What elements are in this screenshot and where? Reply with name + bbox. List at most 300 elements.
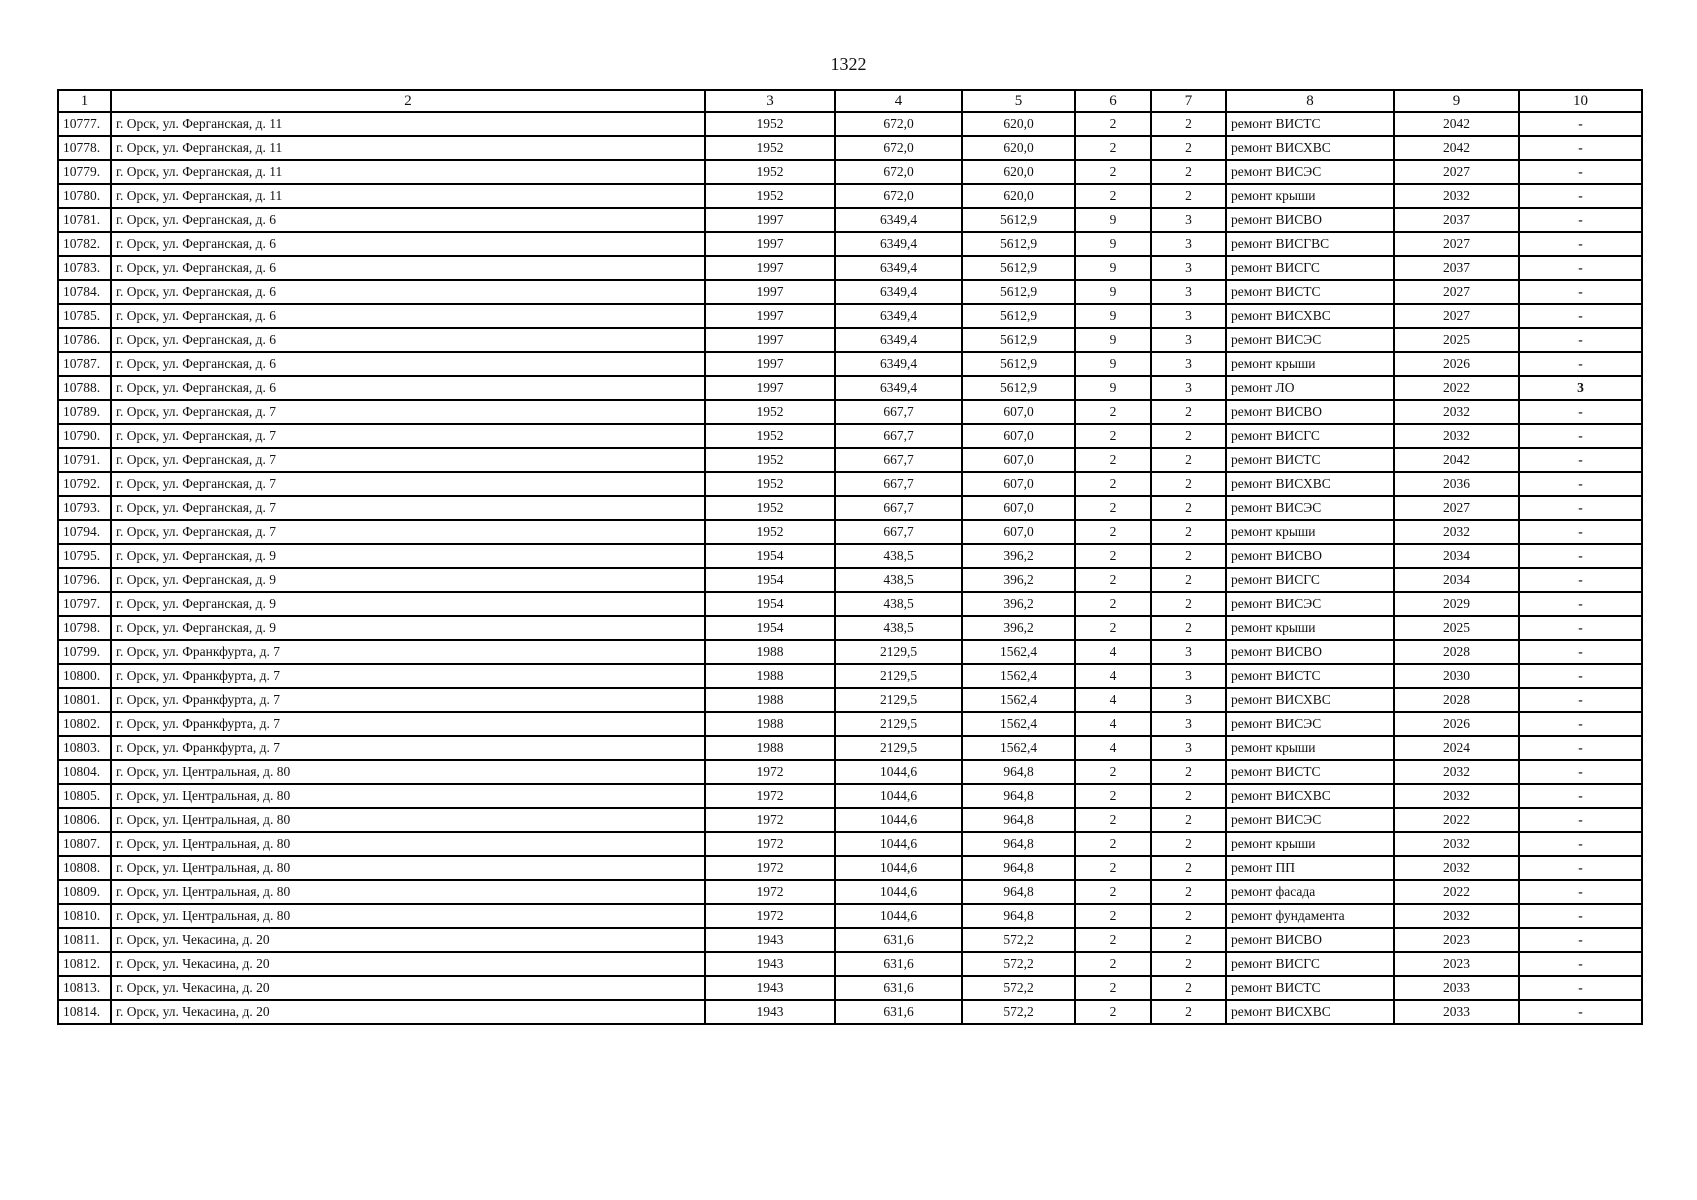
cell-floors: 9: [1075, 280, 1151, 304]
cell-row-number: 10789.: [58, 400, 111, 424]
table-body: [58, 112, 1642, 1024]
table-row: [58, 496, 1642, 520]
cell-work-type: ремонт крыши: [1226, 616, 1394, 640]
cell-row-number: 10778.: [58, 136, 111, 160]
cell-row-number: 10786.: [58, 328, 111, 352]
table-row: [58, 856, 1642, 880]
cell-work-type: ремонт ВИСВО: [1226, 208, 1394, 232]
table-row: [58, 880, 1642, 904]
cell-planned-year: 2022: [1394, 880, 1519, 904]
cell-work-type: ремонт ВИСЭС: [1226, 592, 1394, 616]
cell-living-area: 607,0: [962, 424, 1075, 448]
cell-entrances: 2: [1151, 856, 1226, 880]
cell-value-10: -: [1519, 952, 1642, 976]
cell-value-10: -: [1519, 736, 1642, 760]
cell-planned-year: 2032: [1394, 400, 1519, 424]
cell-year-built: 1997: [705, 352, 835, 376]
cell-value-10: -: [1519, 112, 1642, 136]
cell-row-number: 10779.: [58, 160, 111, 184]
cell-total-area: 6349,4: [835, 256, 962, 280]
cell-planned-year: 2042: [1394, 112, 1519, 136]
cell-value-10: -: [1519, 424, 1642, 448]
cell-row-number: 10804.: [58, 760, 111, 784]
table-row: [58, 1000, 1642, 1024]
cell-entrances: 2: [1151, 880, 1226, 904]
cell-year-built: 1988: [705, 640, 835, 664]
cell-row-number: 10802.: [58, 712, 111, 736]
cell-living-area: 572,2: [962, 976, 1075, 1000]
cell-value-10: -: [1519, 328, 1642, 352]
cell-planned-year: 2027: [1394, 280, 1519, 304]
table-row: [58, 712, 1642, 736]
cell-floors: 2: [1075, 952, 1151, 976]
cell-address: г. Орск, ул. Ферганская, д. 6: [111, 352, 705, 376]
cell-floors: 2: [1075, 568, 1151, 592]
cell-year-built: 1952: [705, 112, 835, 136]
cell-value-10: -: [1519, 760, 1642, 784]
cell-year-built: 1952: [705, 472, 835, 496]
cell-planned-year: 2023: [1394, 928, 1519, 952]
cell-total-area: 1044,6: [835, 904, 962, 928]
cell-work-type: ремонт ВИСГВС: [1226, 232, 1394, 256]
cell-address: г. Орск, ул. Ферганская, д. 9: [111, 592, 705, 616]
cell-value-10: -: [1519, 928, 1642, 952]
cell-entrances: 2: [1151, 520, 1226, 544]
table-row: [58, 616, 1642, 640]
cell-planned-year: 2042: [1394, 448, 1519, 472]
table-row: [58, 208, 1642, 232]
cell-floors: 2: [1075, 856, 1151, 880]
cell-value-10: -: [1519, 448, 1642, 472]
cell-row-number: 10795.: [58, 544, 111, 568]
cell-living-area: 5612,9: [962, 256, 1075, 280]
cell-year-built: 1952: [705, 160, 835, 184]
cell-planned-year: 2027: [1394, 496, 1519, 520]
cell-address: г. Орск, ул. Ферганская, д. 7: [111, 424, 705, 448]
cell-entrances: 2: [1151, 904, 1226, 928]
cell-planned-year: 2032: [1394, 856, 1519, 880]
cell-floors: 4: [1075, 712, 1151, 736]
cell-entrances: 3: [1151, 640, 1226, 664]
cell-year-built: 1952: [705, 424, 835, 448]
cell-row-number: 10780.: [58, 184, 111, 208]
cell-total-area: 667,7: [835, 400, 962, 424]
table-row: [58, 736, 1642, 760]
cell-address: г. Орск, ул. Ферганская, д. 11: [111, 160, 705, 184]
cell-floors: 2: [1075, 1000, 1151, 1024]
cell-address: г. Орск, ул. Ферганская, д. 7: [111, 448, 705, 472]
cell-total-area: 6349,4: [835, 304, 962, 328]
cell-address: г. Орск, ул. Ферганская, д. 7: [111, 496, 705, 520]
cell-total-area: 667,7: [835, 424, 962, 448]
cell-total-area: 6349,4: [835, 376, 962, 400]
cell-year-built: 1943: [705, 1000, 835, 1024]
cell-work-type: ремонт ВИСГС: [1226, 424, 1394, 448]
cell-total-area: 667,7: [835, 520, 962, 544]
cell-living-area: 620,0: [962, 160, 1075, 184]
table-row: [58, 376, 1642, 400]
cell-total-area: 1044,6: [835, 856, 962, 880]
cell-living-area: 5612,9: [962, 352, 1075, 376]
cell-address: г. Орск, ул. Ферганская, д. 6: [111, 208, 705, 232]
cell-address: г. Орск, ул. Ферганская, д. 9: [111, 616, 705, 640]
cell-floors: 2: [1075, 616, 1151, 640]
cell-year-built: 1954: [705, 592, 835, 616]
cell-planned-year: 2032: [1394, 184, 1519, 208]
table-row: [58, 400, 1642, 424]
cell-year-built: 1997: [705, 376, 835, 400]
cell-entrances: 3: [1151, 208, 1226, 232]
table-row: [58, 832, 1642, 856]
cell-entrances: 3: [1151, 376, 1226, 400]
table-row: [58, 760, 1642, 784]
cell-value-10: -: [1519, 496, 1642, 520]
cell-living-area: 607,0: [962, 520, 1075, 544]
cell-value-10: -: [1519, 280, 1642, 304]
cell-address: г. Орск, ул. Ферганская, д. 11: [111, 112, 705, 136]
cell-living-area: 620,0: [962, 112, 1075, 136]
cell-living-area: 5612,9: [962, 376, 1075, 400]
cell-total-area: 667,7: [835, 472, 962, 496]
cell-planned-year: 2036: [1394, 472, 1519, 496]
cell-row-number: 10785.: [58, 304, 111, 328]
cell-row-number: 10790.: [58, 424, 111, 448]
cell-planned-year: 2034: [1394, 544, 1519, 568]
cell-floors: 2: [1075, 784, 1151, 808]
cell-year-built: 1943: [705, 928, 835, 952]
cell-address: г. Орск, ул. Ферганская, д. 11: [111, 136, 705, 160]
cell-planned-year: 2022: [1394, 808, 1519, 832]
table-row: [58, 112, 1642, 136]
cell-address: г. Орск, ул. Ферганская, д. 7: [111, 400, 705, 424]
cell-planned-year: 2030: [1394, 664, 1519, 688]
cell-planned-year: 2024: [1394, 736, 1519, 760]
cell-entrances: 2: [1151, 808, 1226, 832]
cell-planned-year: 2027: [1394, 232, 1519, 256]
cell-value-10: -: [1519, 616, 1642, 640]
cell-living-area: 607,0: [962, 472, 1075, 496]
cell-value-10: -: [1519, 712, 1642, 736]
cell-entrances: 3: [1151, 664, 1226, 688]
table-row: [58, 808, 1642, 832]
cell-total-area: 2129,5: [835, 640, 962, 664]
cell-living-area: 396,2: [962, 616, 1075, 640]
cell-total-area: 2129,5: [835, 736, 962, 760]
cell-value-10: -: [1519, 832, 1642, 856]
table-row: [58, 136, 1642, 160]
cell-row-number: 10811.: [58, 928, 111, 952]
cell-address: г. Орск, ул. Ферганская, д. 9: [111, 544, 705, 568]
cell-address: г. Орск, ул. Центральная, д. 80: [111, 808, 705, 832]
cell-work-type: ремонт ВИСВО: [1226, 640, 1394, 664]
table-row: [58, 976, 1642, 1000]
cell-floors: 4: [1075, 664, 1151, 688]
cell-work-type: ремонт ВИСЭС: [1226, 328, 1394, 352]
table-row: [58, 928, 1642, 952]
cell-entrances: 2: [1151, 928, 1226, 952]
cell-entrances: 2: [1151, 832, 1226, 856]
cell-living-area: 607,0: [962, 400, 1075, 424]
cell-floors: 2: [1075, 760, 1151, 784]
page-number: 1322: [830, 54, 867, 74]
cell-living-area: 620,0: [962, 184, 1075, 208]
cell-floors: 2: [1075, 832, 1151, 856]
cell-living-area: 1562,4: [962, 664, 1075, 688]
cell-work-type: ремонт ВИСХВС: [1226, 304, 1394, 328]
cell-value-10: -: [1519, 160, 1642, 184]
header-row: [58, 90, 1642, 112]
cell-work-type: ремонт крыши: [1226, 736, 1394, 760]
cell-entrances: 2: [1151, 400, 1226, 424]
table-row: [58, 640, 1642, 664]
cell-entrances: 2: [1151, 184, 1226, 208]
cell-living-area: 1562,4: [962, 736, 1075, 760]
cell-year-built: 1997: [705, 256, 835, 280]
cell-address: г. Орск, ул. Ферганская, д. 7: [111, 520, 705, 544]
cell-work-type: ремонт ПП: [1226, 856, 1394, 880]
cell-floors: 2: [1075, 544, 1151, 568]
cell-floors: 4: [1075, 640, 1151, 664]
cell-living-area: 964,8: [962, 784, 1075, 808]
cell-value-10: -: [1519, 592, 1642, 616]
cell-floors: 2: [1075, 928, 1151, 952]
cell-work-type: ремонт фундамента: [1226, 904, 1394, 928]
cell-entrances: 2: [1151, 448, 1226, 472]
cell-year-built: 1952: [705, 136, 835, 160]
cell-address: г. Орск, ул. Ферганская, д. 11: [111, 184, 705, 208]
cell-total-area: 438,5: [835, 544, 962, 568]
cell-year-built: 1972: [705, 808, 835, 832]
cell-row-number: 10801.: [58, 688, 111, 712]
cell-floors: 2: [1075, 472, 1151, 496]
cell-value-10: -: [1519, 904, 1642, 928]
cell-planned-year: 2032: [1394, 904, 1519, 928]
cell-year-built: 1997: [705, 232, 835, 256]
cell-value-10: -: [1519, 568, 1642, 592]
cell-row-number: 10805.: [58, 784, 111, 808]
cell-address: г. Орск, ул. Ферганская, д. 7: [111, 472, 705, 496]
cell-planned-year: 2033: [1394, 976, 1519, 1000]
cell-planned-year: 2023: [1394, 952, 1519, 976]
table-row: [58, 352, 1642, 376]
cell-value-10: -: [1519, 232, 1642, 256]
cell-planned-year: 2025: [1394, 328, 1519, 352]
cell-entrances: 3: [1151, 256, 1226, 280]
cell-address: г. Орск, ул. Франкфурта, д. 7: [111, 664, 705, 688]
cell-row-number: 10808.: [58, 856, 111, 880]
cell-work-type: ремонт крыши: [1226, 184, 1394, 208]
cell-address: г. Орск, ул. Центральная, д. 80: [111, 784, 705, 808]
cell-living-area: 1562,4: [962, 712, 1075, 736]
cell-living-area: 620,0: [962, 136, 1075, 160]
cell-living-area: 964,8: [962, 808, 1075, 832]
cell-floors: 2: [1075, 184, 1151, 208]
cell-living-area: 5612,9: [962, 328, 1075, 352]
cell-entrances: 2: [1151, 784, 1226, 808]
cell-row-number: 10777.: [58, 112, 111, 136]
cell-row-number: 10800.: [58, 664, 111, 688]
cell-planned-year: 2026: [1394, 712, 1519, 736]
cell-total-area: 631,6: [835, 1000, 962, 1024]
table-row: [58, 304, 1642, 328]
cell-work-type: ремонт ВИСТС: [1226, 976, 1394, 1000]
cell-entrances: 2: [1151, 160, 1226, 184]
cell-value-10: -: [1519, 304, 1642, 328]
cell-total-area: 2129,5: [835, 712, 962, 736]
cell-floors: 9: [1075, 232, 1151, 256]
cell-value-10: -: [1519, 664, 1642, 688]
cell-living-area: 964,8: [962, 904, 1075, 928]
cell-row-number: 10783.: [58, 256, 111, 280]
cell-year-built: 1988: [705, 664, 835, 688]
cell-value-10: -: [1519, 808, 1642, 832]
table-row: [58, 328, 1642, 352]
table-row: [58, 688, 1642, 712]
cell-floors: 9: [1075, 304, 1151, 328]
cell-work-type: ремонт ВИСЭС: [1226, 808, 1394, 832]
cell-entrances: 2: [1151, 976, 1226, 1000]
cell-total-area: 1044,6: [835, 808, 962, 832]
cell-entrances: 3: [1151, 304, 1226, 328]
cell-floors: 2: [1075, 136, 1151, 160]
cell-year-built: 1997: [705, 328, 835, 352]
cell-entrances: 3: [1151, 688, 1226, 712]
cell-work-type: ремонт ВИСХВС: [1226, 784, 1394, 808]
cell-row-number: 10807.: [58, 832, 111, 856]
cell-year-built: 1972: [705, 880, 835, 904]
cell-row-number: 10787.: [58, 352, 111, 376]
cell-floors: 2: [1075, 808, 1151, 832]
table-row: [58, 160, 1642, 184]
cell-total-area: 667,7: [835, 448, 962, 472]
cell-address: г. Орск, ул. Центральная, д. 80: [111, 904, 705, 928]
cell-total-area: 1044,6: [835, 832, 962, 856]
cell-row-number: 10784.: [58, 280, 111, 304]
cell-work-type: ремонт ВИСЭС: [1226, 496, 1394, 520]
cell-address: г. Орск, ул. Чекасина, д. 20: [111, 1000, 705, 1024]
cell-total-area: 6349,4: [835, 208, 962, 232]
cell-value-10: -: [1519, 352, 1642, 376]
cell-year-built: 1952: [705, 448, 835, 472]
cell-floors: 4: [1075, 736, 1151, 760]
cell-value-10: -: [1519, 520, 1642, 544]
cell-living-area: 964,8: [962, 760, 1075, 784]
cell-work-type: ремонт ВИСВО: [1226, 400, 1394, 424]
repair-schedule-table: [57, 89, 1643, 1025]
cell-row-number: 10814.: [58, 1000, 111, 1024]
cell-row-number: 10796.: [58, 568, 111, 592]
cell-floors: 2: [1075, 496, 1151, 520]
cell-planned-year: 2026: [1394, 352, 1519, 376]
cell-floors: 9: [1075, 328, 1151, 352]
cell-value-10: -: [1519, 976, 1642, 1000]
cell-floors: 9: [1075, 376, 1151, 400]
cell-floors: 2: [1075, 112, 1151, 136]
cell-floors: 2: [1075, 160, 1151, 184]
table-row: [58, 952, 1642, 976]
cell-year-built: 1997: [705, 280, 835, 304]
cell-living-area: 396,2: [962, 544, 1075, 568]
cell-total-area: 1044,6: [835, 880, 962, 904]
cell-value-10: -: [1519, 856, 1642, 880]
cell-total-area: 2129,5: [835, 664, 962, 688]
cell-total-area: 667,7: [835, 496, 962, 520]
cell-planned-year: 2027: [1394, 160, 1519, 184]
cell-living-area: 1562,4: [962, 640, 1075, 664]
cell-living-area: 964,8: [962, 856, 1075, 880]
cell-address: г. Орск, ул. Центральная, д. 80: [111, 880, 705, 904]
cell-living-area: 607,0: [962, 496, 1075, 520]
cell-year-built: 1952: [705, 520, 835, 544]
cell-value-10: -: [1519, 256, 1642, 280]
cell-year-built: 1997: [705, 208, 835, 232]
cell-year-built: 1943: [705, 952, 835, 976]
cell-address: г. Орск, ул. Ферганская, д. 6: [111, 232, 705, 256]
cell-address: г. Орск, ул. Центральная, д. 80: [111, 856, 705, 880]
table-row: [58, 784, 1642, 808]
cell-work-type: ремонт ВИСТС: [1226, 448, 1394, 472]
cell-work-type: ремонт ВИСХВС: [1226, 472, 1394, 496]
cell-value-10: 3: [1519, 376, 1642, 400]
cell-entrances: 3: [1151, 328, 1226, 352]
cell-address: г. Орск, ул. Франкфурта, д. 7: [111, 688, 705, 712]
cell-row-number: 10788.: [58, 376, 111, 400]
cell-planned-year: 2037: [1394, 256, 1519, 280]
cell-planned-year: 2037: [1394, 208, 1519, 232]
cell-value-10: -: [1519, 640, 1642, 664]
cell-entrances: 2: [1151, 544, 1226, 568]
cell-row-number: 10812.: [58, 952, 111, 976]
cell-year-built: 1954: [705, 544, 835, 568]
cell-total-area: 672,0: [835, 160, 962, 184]
cell-living-area: 396,2: [962, 592, 1075, 616]
cell-work-type: ремонт ВИСГС: [1226, 256, 1394, 280]
cell-row-number: 10806.: [58, 808, 111, 832]
cell-address: г. Орск, ул. Чекасина, д. 20: [111, 976, 705, 1000]
cell-living-area: 5612,9: [962, 232, 1075, 256]
cell-total-area: 2129,5: [835, 688, 962, 712]
cell-living-area: 572,2: [962, 928, 1075, 952]
cell-work-type: ремонт ВИСХВС: [1226, 136, 1394, 160]
table-row: [58, 232, 1642, 256]
cell-planned-year: 2042: [1394, 136, 1519, 160]
column-header-8: 8: [1226, 90, 1394, 112]
cell-address: г. Орск, ул. Ферганская, д. 6: [111, 304, 705, 328]
cell-year-built: 1943: [705, 976, 835, 1000]
cell-planned-year: 2033: [1394, 1000, 1519, 1024]
cell-value-10: -: [1519, 400, 1642, 424]
cell-work-type: ремонт ВИСТС: [1226, 664, 1394, 688]
cell-planned-year: 2032: [1394, 784, 1519, 808]
cell-total-area: 672,0: [835, 112, 962, 136]
cell-row-number: 10799.: [58, 640, 111, 664]
cell-entrances: 2: [1151, 952, 1226, 976]
table-row: [58, 472, 1642, 496]
cell-total-area: 631,6: [835, 952, 962, 976]
cell-entrances: 2: [1151, 568, 1226, 592]
cell-living-area: 964,8: [962, 832, 1075, 856]
cell-planned-year: 2025: [1394, 616, 1519, 640]
cell-value-10: -: [1519, 1000, 1642, 1024]
table-row: [58, 448, 1642, 472]
cell-planned-year: 2028: [1394, 640, 1519, 664]
cell-address: г. Орск, ул. Чекасина, д. 20: [111, 952, 705, 976]
cell-living-area: 5612,9: [962, 304, 1075, 328]
cell-living-area: 396,2: [962, 568, 1075, 592]
cell-total-area: 631,6: [835, 976, 962, 1000]
cell-living-area: 1562,4: [962, 688, 1075, 712]
cell-address: г. Орск, ул. Ферганская, д. 6: [111, 256, 705, 280]
